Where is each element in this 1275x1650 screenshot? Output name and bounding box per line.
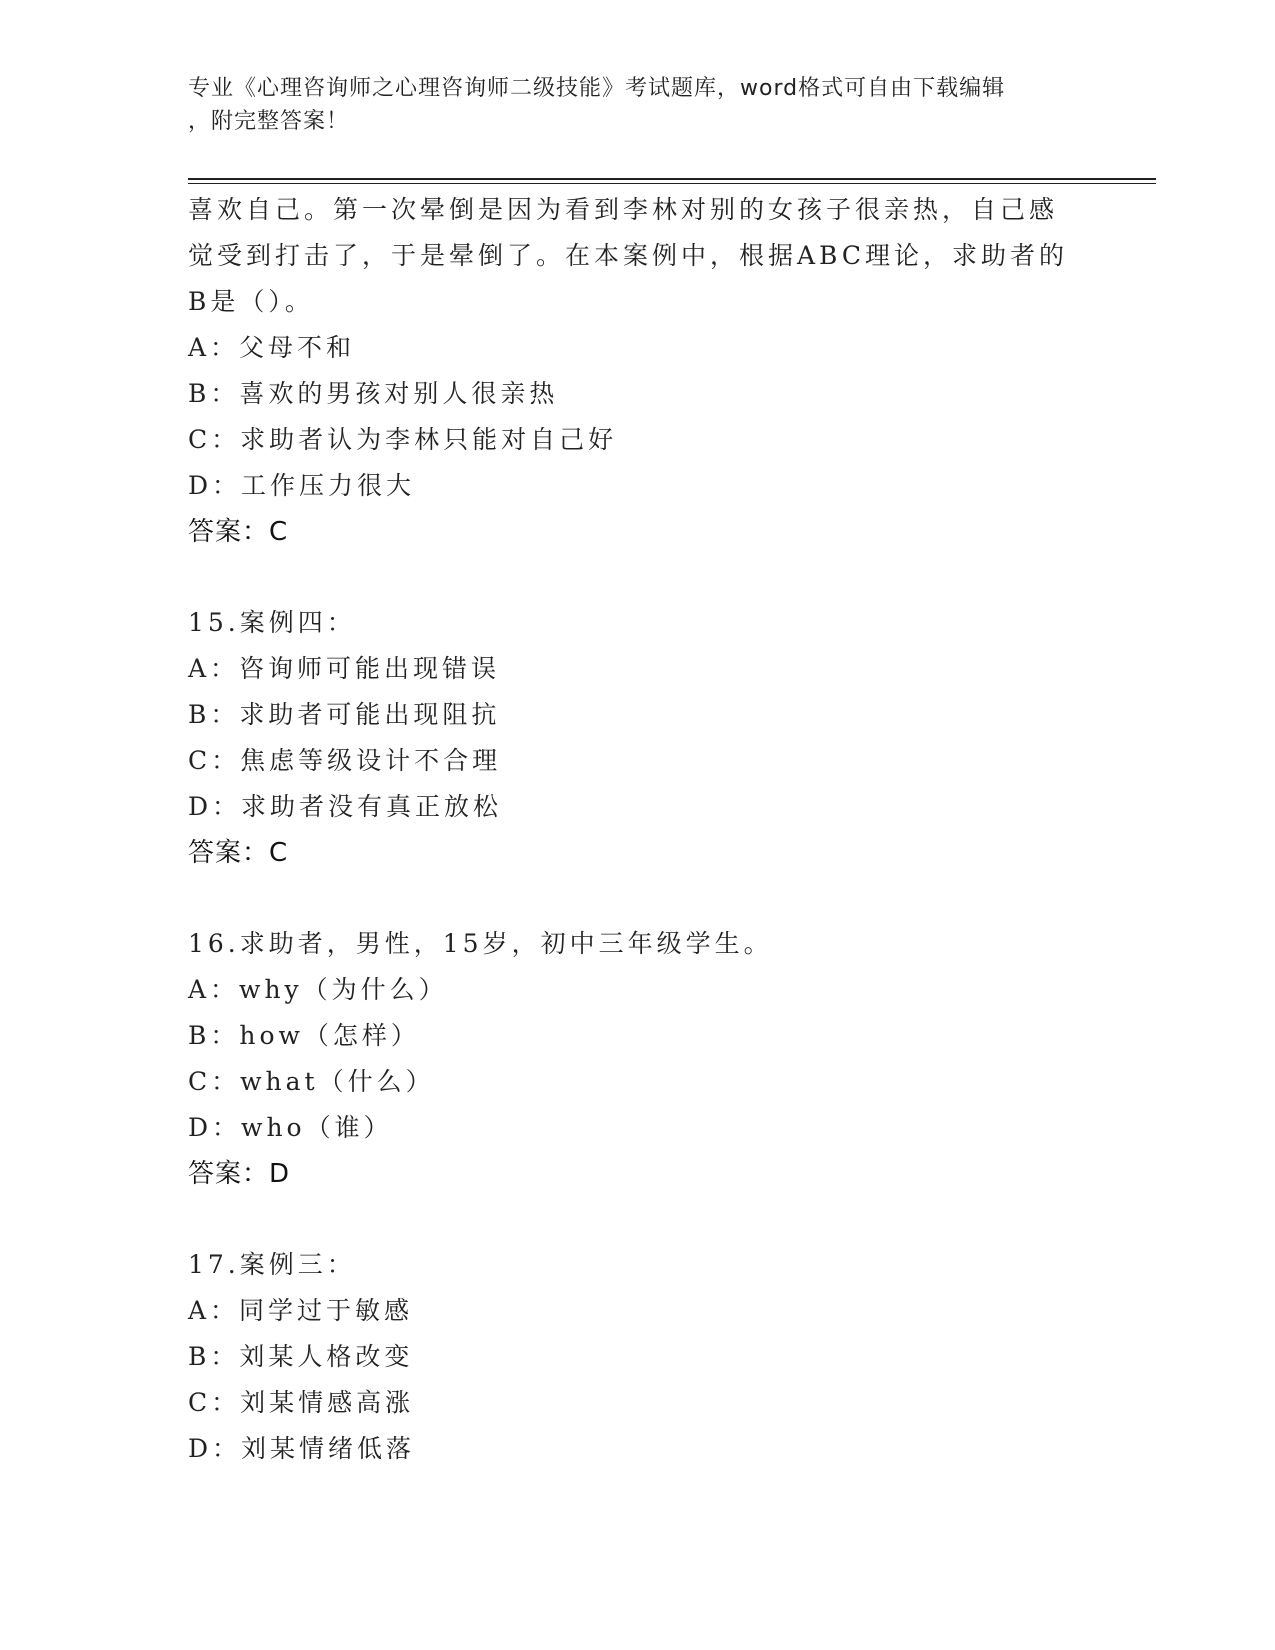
header-divider-thin <box>188 183 1156 184</box>
header-line-2: ，附完整答案！ <box>188 109 350 134</box>
option-c: C：刘某情感高涨 <box>188 1388 415 1417</box>
question-15-block <box>188 600 1088 876</box>
answer-line: 答案：D <box>188 1159 291 1189</box>
option-b: B：how（怎样） <box>188 1021 420 1050</box>
spacer <box>188 876 1088 921</box>
option-c: C：焦虑等级设计不合理 <box>188 746 502 775</box>
document-header <box>188 72 1068 138</box>
option-d: D：刘某情绪低落 <box>188 1434 416 1463</box>
spacer <box>188 555 1088 600</box>
question-content <box>188 187 1088 1472</box>
option-a: A：同学过于敏感 <box>188 1296 414 1325</box>
question-17-block <box>188 1242 1088 1472</box>
question-stem: 17.案例三： <box>188 1250 356 1279</box>
option-b: B：求助者可能出现阻抗 <box>188 700 501 729</box>
option-a: A：why（为什么） <box>188 975 448 1004</box>
question-14-block <box>188 187 1088 555</box>
question-stem-line: 喜欢自己。第一次晕倒是因为看到李林对别的女孩子很亲热，自己感 <box>188 195 1059 224</box>
header-divider-thick <box>188 178 1156 180</box>
option-b: B：刘某人格改变 <box>188 1342 414 1371</box>
option-d: D：who（谁） <box>188 1113 393 1142</box>
question-stem: 15.案例四： <box>188 608 356 637</box>
option-d: D：工作压力很大 <box>188 471 416 500</box>
question-stem-line: B是（）。 <box>188 287 314 316</box>
question-16-block <box>188 921 1088 1197</box>
header-line-1: 专业《心理咨询师之心理咨询师二级技能》考试题库，word格式可自由下载编辑 <box>188 76 1006 101</box>
spacer <box>188 1197 1088 1242</box>
option-d: D：求助者没有真正放松 <box>188 792 503 821</box>
option-a: A：父母不和 <box>188 333 356 362</box>
option-b: B：喜欢的男孩对别人很亲热 <box>188 379 559 408</box>
option-c: C：what（什么） <box>188 1067 435 1096</box>
answer-line: 答案：C <box>188 517 289 547</box>
question-stem: 16.求助者，男性，15岁，初中三年级学生。 <box>188 929 773 958</box>
question-stem-line: 觉受到打击了，于是晕倒了。在本案例中，根据ABC理论，求助者的 <box>188 241 1069 270</box>
answer-line: 答案：C <box>188 838 289 868</box>
option-c: C：求助者认为李林只能对自己好 <box>188 425 618 454</box>
option-a: A：咨询师可能出现错误 <box>188 654 501 683</box>
